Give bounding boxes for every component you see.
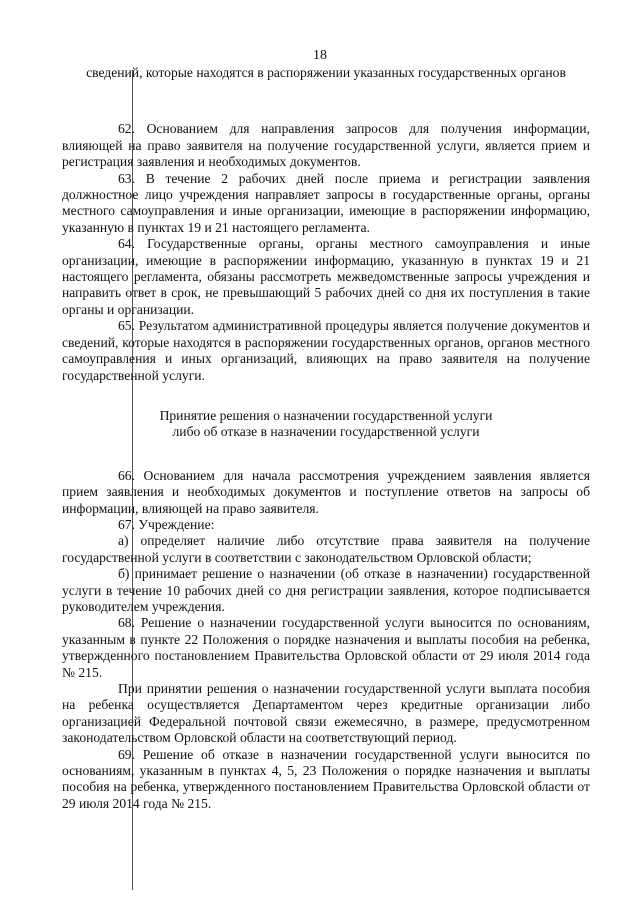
paragraph-62: 62. Основанием для направления запросов для получения информации, влияющей на право заявителя на получение государственной услуги, является прием и регистрация заявления и необходимых документов. [62,121,590,170]
paragraph-66: 66. Основанием для начала рассмотрения учреждением заявления является прием заявления и необходимых документов и поступление ответов на запросы об информации, влияющей на право заявителя. [62,467,590,516]
section-heading-line-2: либо об отказе в назначении государственной услуги [172,424,480,440]
paragraph-67: 67. Учреждение: [118,516,215,532]
paragraph-67-a: а) определяет наличие либо отсутствие права заявителя на получение государственной услуги в соответствии с законодательством Орловской области; [62,533,590,565]
paragraph-67-b: б) принимает решение о назначении (об отказе в назначении) государственной услуги в течение 10 рабочих дней со дня регистрации заявления, которое подписывается руководителем учреждения. [62,566,590,614]
section-heading-line-1: Принятие решения о назначении государственной услуги [159,407,493,423]
paragraph-69: 69. Решение об отказе в назначении государственной услуги выносится по основаниям, указанным в пунктах 4, 5, 23 Положения о порядке назначения и выплаты пособия на ребенка, утвержденного постановлением Правительства Орловской области от 29 июля 2014 года № 215. [62,746,590,811]
intro-line: сведений, которые находятся в распоряжении указанных государственных органов [86,65,566,80]
paragraph-68-payment: При принятии решения о назначении государственной услуги выплата пособия на ребенка осуществляется Департаментом через кредитные организации либо организацией Федеральной почтовой связи ежемесячно, в размере, предусмотренном законодательством Орловской области на соответствующий период. [62,681,590,746]
paragraph-68: 68. Решение о назначении государственной услуги выносится по основаниям, указанным в пункте 22 Положения о порядке назначения и выплаты пособия на ребенка, утвержденного постановлением Правительства Орловской области от 29 июля 2014 года № 215. [62,615,590,680]
paragraph-65: 65. Результатом административной процедуры является получение документов и сведений, которые находятся в распоряжении государственных органов, органов местного самоуправления и иных организаций, влияющих на право заявителя на получение государственной услуги. [62,318,590,383]
paragraph-64: 64. Государственные органы, органы местного самоуправления и иные организации, имеющие в распоряжении информацию, указанную в пунктах 19 и 21 настоящего регламента, обязаны рассмотреть межведомственные запросы учреждения и направить ответ в срок, не превышающий 5 рабочих дней со дня их поступления в такие органы и организации. [62,236,590,317]
paragraph-63: 63. В течение 2 рабочих дней после приема и регистрации заявления должностное лицо учреждения направляет запросы в государственные органы, органы местного самоуправления и иные организации, имеющие в распоряжении информацию, указанную в пунктах 19 и 21 настоящего регламента. [62,170,590,235]
page-number: 18 [313,48,327,63]
document-body [62,65,590,812]
